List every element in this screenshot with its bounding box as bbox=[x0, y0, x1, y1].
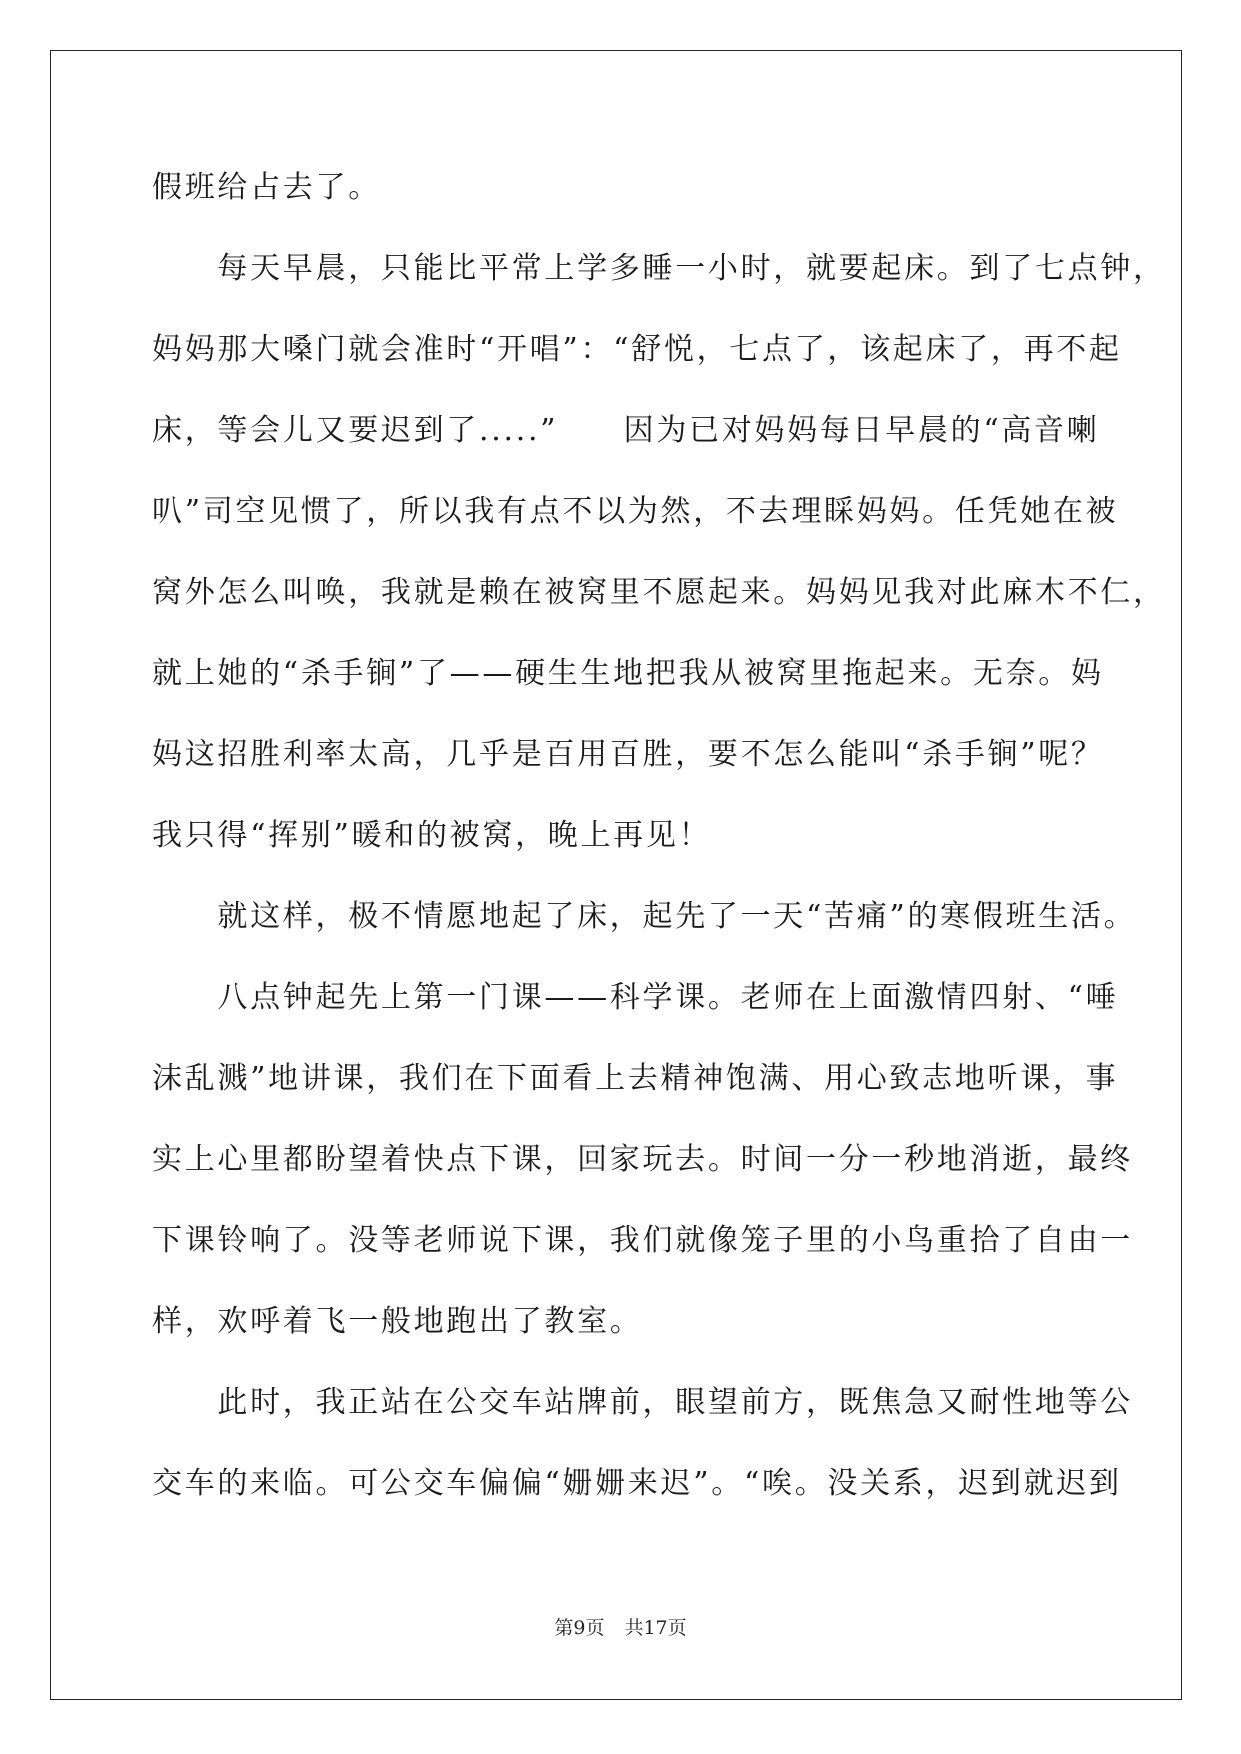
page-border bbox=[50, 50, 1182, 1700]
page-footer bbox=[0, 1616, 1241, 1640]
text-line: 沫乱溅”地讲课，我们在下面看上去精神饱满、用心致志地听课，事 bbox=[152, 1061, 1119, 1096]
text-line: 每天早晨，只能比平常上学多睡一小时，就要起床。到了七点钟， bbox=[152, 251, 1166, 286]
page-number: 第9页 bbox=[554, 1617, 605, 1639]
text-line: 妈这招胜利率太高，几乎是百用百胜，要不怎么能叫“杀手锏”呢？ bbox=[152, 737, 1104, 772]
text-line: 叭”司空见惯了，所以我有点不以为然，不去理睬妈妈。任凭她在被 bbox=[152, 494, 1119, 529]
text-line: 样，欢呼着飞一般地跑出了教室。 bbox=[152, 1304, 643, 1339]
text-line: 此时，我正站在公交车站牌前，眼望前方，既焦急又耐性地等公 bbox=[152, 1385, 1133, 1420]
text-line: 床，等会儿又要迟到了.....” 因为已对妈妈每日早晨的“高音喇 bbox=[152, 413, 1100, 448]
text-line: 我只得“挥别”暖和的被窝，晚上再见！ bbox=[152, 818, 712, 853]
text-line: 窝外怎么叫唤，我就是赖在被窝里不愿起来。妈妈见我对此麻木不仁， bbox=[152, 575, 1166, 610]
text-line: 妈妈那大嗓门就会准时“开唱”：“舒悦，七点了，该起床了，再不起 bbox=[152, 332, 1122, 367]
text-line: 就这样，极不情愿地起了床，起先了一天“苦痛”的寒假班生活。 bbox=[152, 899, 1137, 934]
page-total: 共17页 bbox=[624, 1617, 687, 1639]
text-line: 八点钟起先上第一门课——科学课。老师在上面激情四射、“唾 bbox=[152, 980, 1119, 1015]
text-line: 交车的来临。可公交车偏偏“姗姗来迟”。“唉。没关系，迟到就迟到 bbox=[152, 1466, 1122, 1501]
text-line: 下课铃响了。没等老师说下课，我们就像笼子里的小鸟重拾了自由一 bbox=[152, 1223, 1133, 1258]
text-line: 假班给占去了。 bbox=[152, 170, 381, 205]
text-line: 就上她的“杀手锏”了——硬生生地把我从被窝里拖起来。无奈。妈 bbox=[152, 656, 1104, 691]
text-line: 实上心里都盼望着快点下课，回家玩去。时间一分一秒地消逝，最终 bbox=[152, 1142, 1133, 1177]
